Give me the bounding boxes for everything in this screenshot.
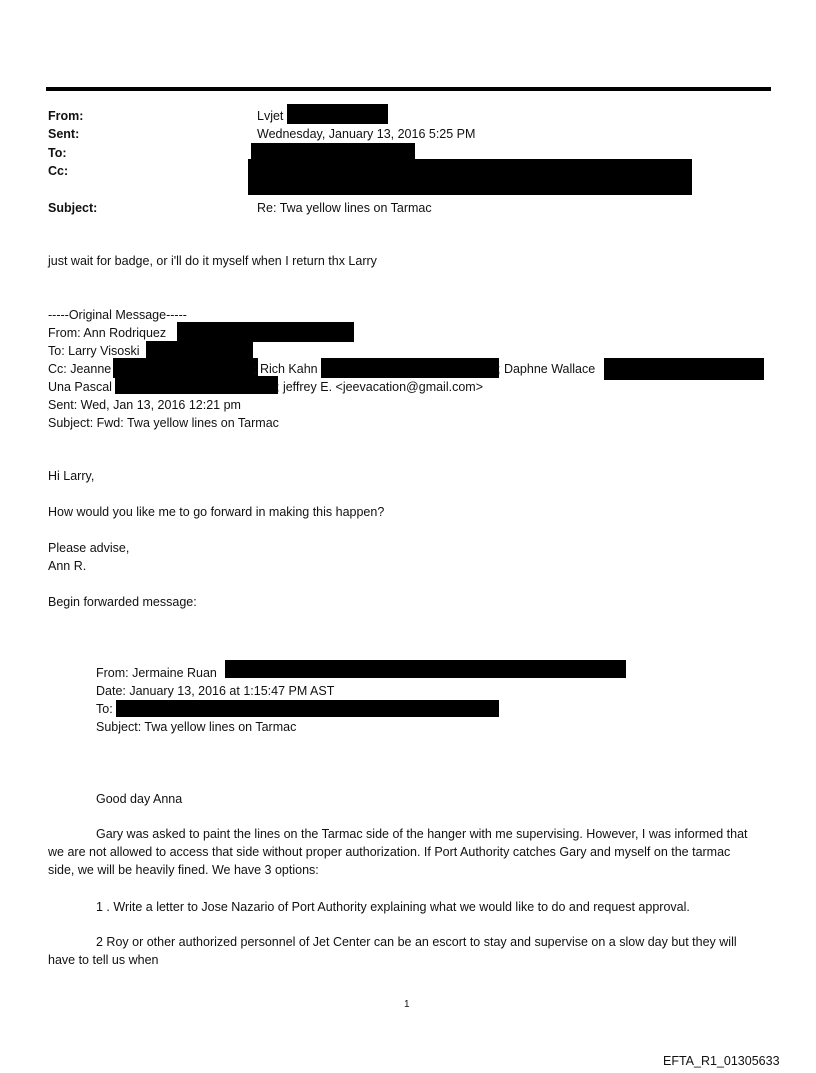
original-subject: Subject: Fwd: Twa yellow lines on Tarmac [48,416,279,430]
forward-intro: Begin forwarded message: [48,595,197,609]
forwarded-date: Date: January 13, 2016 at 1:15:47 PM AST [96,684,335,698]
forwarded-to: To: [96,702,113,716]
subject-value: Re: Twa yellow lines on Tarmac [257,201,432,215]
original-cc-una: Una Pascal [48,380,112,394]
sent-value: Wednesday, January 13, 2016 5:25 PM [257,127,476,141]
to-label: To: [48,146,67,160]
sent-label: Sent: [48,127,80,141]
header-rule [46,87,771,91]
original-cc-daphne: ; Daphne Wallace [497,362,596,376]
document-id: EFTA_R1_01305633 [663,1054,780,1068]
redaction-block [115,376,278,394]
cc-label: Cc: [48,164,69,178]
forwarded-from: From: Jermaine Ruan [96,666,217,680]
redaction-block [287,104,388,124]
original-greeting: Hi Larry, [48,469,95,483]
original-cc-rich: ; Rich Kahn [253,362,318,376]
reply-body: just wait for badge, or i'll do it myself when I return thx Larry [48,254,377,268]
original-sent: Sent: Wed, Jan 13, 2016 12:21 pm [48,398,241,412]
original-cc-jeanne: Cc: Jeanne [48,362,112,376]
forwarded-subject: Subject: Twa yellow lines on Tarmac [96,720,297,734]
from-value: Lvjet [257,109,284,123]
original-divider: -----Original Message----- [48,308,187,322]
original-from: From: Ann Rodriquez [48,326,167,340]
page-number: 1 [404,999,410,1010]
option-1: 1 . Write a letter to Jose Nazario of Port Authority explaining what we would like to do and request approval. [96,900,690,914]
redaction-block [225,660,626,678]
original-question: How would you like me to go forward in making this happen? [48,505,385,519]
redaction-block [321,358,499,378]
redaction-block [146,341,253,359]
redaction-block [177,322,354,342]
subject-label: Subject: [48,201,98,215]
original-advise: Please advise, [48,541,130,555]
option-2: 2 Roy or other authorized personnel of Jet Center can be an escort to stay and supervise on a slow day but they will have to tell us when [48,935,737,967]
redaction-block [604,358,764,380]
from-label: From: [48,109,84,123]
original-signature: Ann R. [48,559,87,573]
forwarded-greeting: Good day Anna [96,792,183,806]
redaction-block [113,358,258,378]
redaction-block [251,143,415,159]
redaction-block [248,159,692,195]
redaction-block [116,700,499,717]
original-to: To: Larry Visoski [48,344,140,358]
forwarded-paragraph: Gary was asked to paint the lines on the Tarmac side of the hanger with me supervising. However, I was informed that we are not allowed to access that side without proper authorization. If Port Authority catches Gary and myself on the tarmac side, we will be heavily fined. We have 3 options: [48,827,748,877]
original-cc-jeffrey: ; jeffrey E. <jeevacation@gmail.com> [276,380,484,394]
